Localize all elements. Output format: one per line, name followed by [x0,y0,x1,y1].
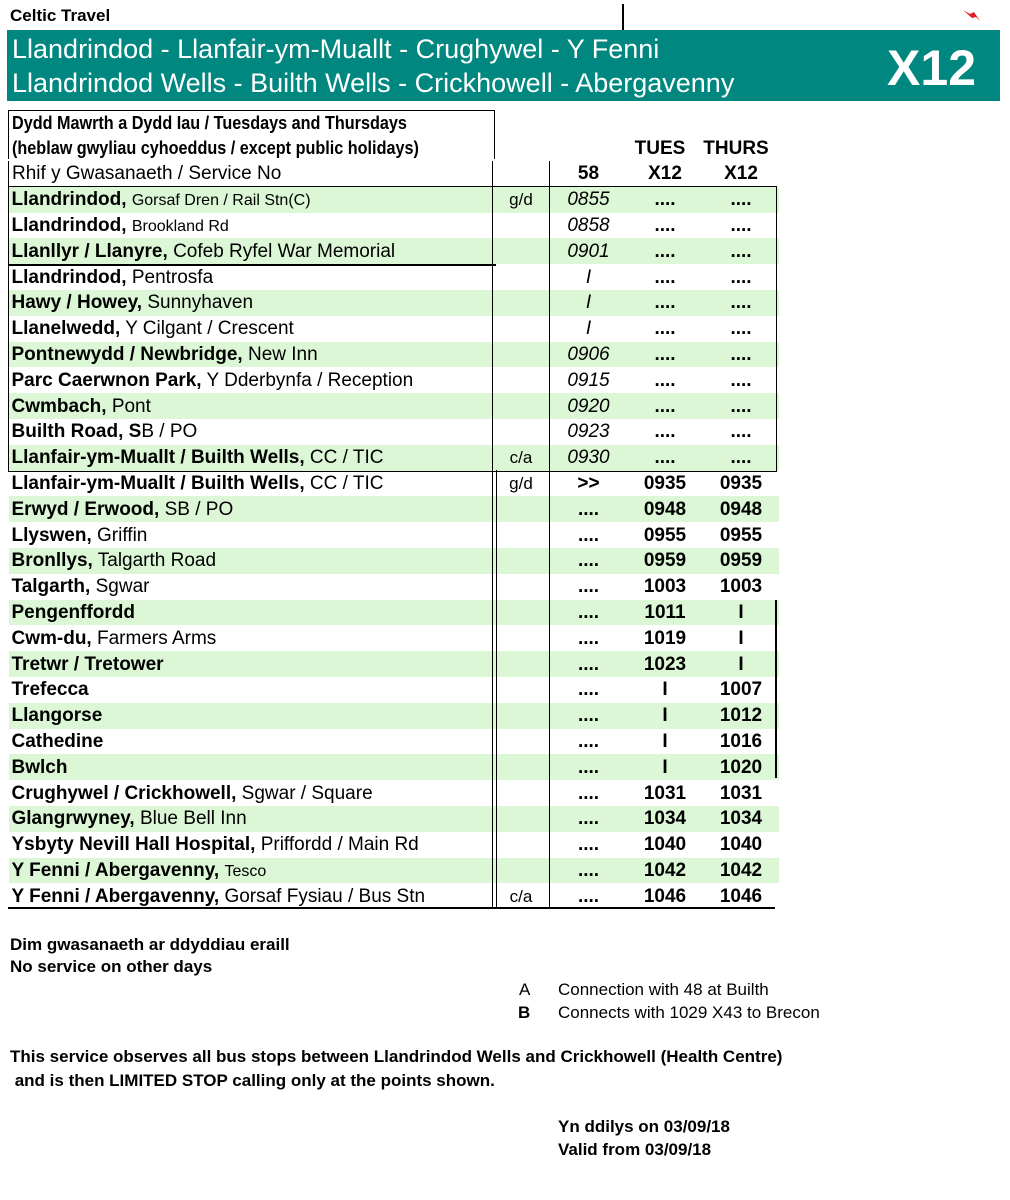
stop-location: Sgwar [95,576,150,598]
tues-time: .... [627,238,703,264]
stop-cell [9,471,493,497]
table-bottom-rule [8,907,775,909]
arrive-depart-note [493,264,550,290]
thurs-time: .... [730,266,752,288]
table-row [9,471,780,497]
tues-time: .... [654,318,676,340]
limited-stop-line-1: This service observes all bus stops between Llandrindod Wells and Crickhowell (Health Centre) [10,1047,783,1066]
service-58-time: .... [550,703,628,729]
thurs-time: 0935 [719,472,763,494]
stop-cell [9,754,493,780]
stop-name: Llanllyr / Llanyre, [11,240,168,262]
table-row [9,625,780,651]
thurs-time: 0948 [703,496,779,522]
tues-time: I [627,703,703,729]
key-b-letter: B [518,1003,531,1022]
service-58-time: 0858 [550,213,628,239]
stop-location: Sgwar / Square [241,782,373,804]
service-58-time: .... [550,574,628,600]
thurs-time: .... [703,290,779,316]
table-row [9,780,780,806]
divider-notes [496,470,497,908]
tues-time: .... [654,421,676,443]
tues-time: 0935 [643,472,687,494]
table-row [9,832,780,858]
stop-cell [9,187,493,213]
service-58-time: .... [550,754,628,780]
arrive-depart-note [493,651,550,677]
stop-location: Brookland Rd [131,217,229,235]
thurs-time: 1040 [719,834,763,856]
timetable [8,161,780,909]
stop-location: Priffordd / Main Rd [260,834,419,856]
stop-location: Y Cilgant / Crescent [125,318,294,340]
service-number-row [9,161,780,187]
no-service-english: No service on other days [10,957,213,976]
stop-name: Cwmbach, [11,395,107,417]
header-divider [622,4,624,30]
stop-cell [9,729,493,755]
service-58-time: .... [550,600,628,626]
service-58-time: 0930 [550,445,628,471]
stop-location: Sunnyhaven [147,292,254,314]
tues-header: TUES [634,138,686,159]
stop-location: SB / PO [164,498,234,520]
table-row [9,729,780,755]
thurs-time: 1031 [719,782,763,804]
service-58-time: .... [550,858,628,884]
stop-cell [9,238,493,264]
stop-name: Y Fenni / Abergavenny, [11,859,220,881]
service-58-time: .... [550,651,628,677]
service-58-time: 0915 [550,367,628,393]
tues-time: 1031 [643,782,687,804]
table-row [9,316,780,342]
arrive-depart-note [493,342,550,368]
stop-name: Talgarth, [11,576,91,598]
red-kite-logo-icon [962,8,982,24]
operator-name: Celtic Travel [10,6,111,25]
stop-cell [9,522,493,548]
arrive-depart-note [493,213,550,239]
service-58-time: I [550,264,628,290]
stop-name: Pontnewydd / Newbridge, [11,343,243,365]
arrive-depart-note [493,703,550,729]
table-row [9,883,780,909]
table-row [9,858,780,884]
limited-stop-line-2: and is then LIMITED STOP calling only at the points shown. [10,1071,495,1090]
table-row [9,342,780,368]
arrive-depart-note [493,677,550,703]
table-row [9,367,780,393]
stop-location: Griffin [97,524,148,546]
table-row [9,677,780,703]
route-banner [7,30,1000,101]
thurs-time: .... [730,214,752,236]
thurs-time: 1020 [703,754,779,780]
stop-name: Hawy / Howey, [11,292,143,314]
thurs-time: 1034 [703,806,779,832]
stop-cell [9,419,493,445]
tues-time: 0955 [643,524,687,546]
table-row [9,238,780,264]
service-label: Rhif y Gwasanaeth / Service No [9,161,493,187]
days-line-1: Dydd Mawrth a Dydd Iau / Tuesdays and Thursdays [12,113,407,133]
stop-name: Bwlch [11,756,68,778]
tues-time: .... [627,393,703,419]
tues-time: 1042 [627,858,703,884]
arrive-depart-note [493,496,550,522]
stop-name: Crughywel / Crickhowell, [11,782,237,804]
stop-name: Ysbyty Nevill Hall Hospital, [11,834,256,856]
table-row [9,187,780,213]
days-line-2: (heblaw gwyliau cyhoeddus / except public holidays) [12,138,419,158]
service-58-time: I [550,290,628,316]
route-title-welsh: Llandrindod - Llanfair-ym-Muallt - Crughywel - Y Fenni [12,34,660,64]
tues-time: I [627,754,703,780]
tues-time: .... [627,445,703,471]
stop-location: Gorsaf Dren / Rail Stn(C) [131,192,311,210]
thurs-time: 1003 [719,576,763,598]
service-58-time: .... [550,548,628,574]
thurs-time: .... [703,187,779,213]
arrive-depart-note [493,806,550,832]
table-row [9,290,780,316]
table-row [9,703,780,729]
stop-name: Cwm-du, [11,627,92,649]
arrive-depart-note [493,290,550,316]
divider-right-variant [775,600,777,778]
stop-name: Llandrindod, [11,214,127,236]
stop-name: Tretwr / Tretower [11,653,164,675]
stop-cell [9,496,493,522]
thurs-time: 1007 [719,679,763,701]
service-58-time: I [550,316,628,342]
stop-cell [9,290,493,316]
stop-cell [9,574,493,600]
arrive-depart-note [493,832,550,858]
key-b-text: Connects with 1029 X43 to Brecon [558,1003,820,1022]
stop-location: Farmers Arms [97,627,217,649]
arrive-depart-note [493,522,550,548]
stop-name: Llandrindod, [11,266,127,288]
stop-location: Blue Bell Inn [139,808,247,830]
table-row [9,496,780,522]
thurs-time: 1046 [719,885,763,907]
route-title-english: Llandrindod Wells - Builth Wells - Crickhowell - Abergavenny [12,68,735,98]
service-58-time: >> [550,471,628,497]
arrive-depart-note [493,238,550,264]
arrive-depart-note [493,858,550,884]
arrive-depart-note [493,367,550,393]
stop-name: Cathedine [11,730,104,752]
no-service-welsh: Dim gwasanaeth ar ddyddiau eraill [10,935,290,954]
stop-name: Pengenffordd [11,601,135,623]
arrive-depart-note [493,316,550,342]
tues-time: 0959 [627,548,703,574]
stop-name: Llanfair-ym-Muallt / Builth Wells, [11,447,305,469]
thurs-time: I [703,600,779,626]
stop-name: Glangrwyney, [11,808,135,830]
arrive-depart-note [493,625,550,651]
tues-time: I [662,679,668,701]
service-58-time: .... [550,496,628,522]
service-x12-thu-header: X12 [703,161,779,187]
key-a-text: Connection with 48 at Builth [558,980,769,999]
days-of-operation-box [8,110,495,159]
stop-name: Llangorse [11,705,103,727]
tues-time: .... [627,342,703,368]
stop-name: Builth Road, S [11,421,142,443]
stop-cell [9,342,493,368]
stop-location: Y Dderbynfa / Reception [206,369,414,391]
arrive-depart-note [493,729,550,755]
thurs-time: 1042 [703,858,779,884]
thurs-time: .... [703,393,779,419]
table-row [9,445,780,471]
service-58-time: .... [550,806,628,832]
stop-cell [9,780,493,806]
table-row [9,754,780,780]
stop-cell [9,445,493,471]
tues-time: 0948 [627,496,703,522]
arrive-depart-note [493,600,550,626]
tues-time: 1023 [627,651,703,677]
stop-name: Llyswen, [11,524,92,546]
stop-location: Talgarth Road [97,550,217,572]
tues-time: I [662,730,668,752]
stop-cell [9,213,493,239]
stop-name: Y Fenni / Abergavenny, [11,885,220,907]
route-number: X12 [887,40,976,96]
thurs-time: I [738,627,744,649]
stop-cell [9,264,493,290]
stop-cell [9,651,493,677]
stop-cell [9,600,493,626]
stop-cell [9,367,493,393]
stop-cell [9,883,493,909]
table-row [9,213,780,239]
note-header [493,161,550,187]
stop-location: Gorsaf Fysiau / Bus Stn [224,885,426,907]
service-58-time: .... [550,625,628,651]
service-58-header: 58 [550,161,628,187]
tues-time: .... [654,214,676,236]
stop-cell [9,316,493,342]
thurs-time: 1016 [719,730,763,752]
thurs-header: THURS [703,138,769,159]
stop-name: Trefecca [11,679,89,701]
tues-time: .... [627,290,703,316]
stop-cell [9,703,493,729]
tues-time: 1011 [627,600,703,626]
stop-cell [9,832,493,858]
arrive-depart-note [493,548,550,574]
thurs-time: .... [703,342,779,368]
stop-name: Parc Caerwnon Park, [11,369,202,391]
service-58-time: .... [550,522,628,548]
tues-time: .... [627,187,703,213]
stop-location: CC / TIC [309,472,384,494]
service-58-time: .... [550,677,628,703]
service-58-time: .... [550,832,628,858]
valid-from-english: Valid from 03/09/18 [558,1140,712,1159]
service-58-time: .... [550,780,628,806]
stop-cell [9,548,493,574]
stop-cell [9,677,493,703]
service-58-time: 0923 [550,419,628,445]
table-row [9,419,780,445]
thurs-time: I [703,651,779,677]
stop-name: Llandrindod, [11,189,127,211]
arrive-depart-note [493,574,550,600]
arrive-depart-note [493,419,550,445]
thurs-time: 0955 [719,524,763,546]
tues-time: .... [654,266,676,288]
service-58-time: 0920 [550,393,628,419]
arrive-depart-note: c/a [493,445,550,471]
stop-location: Tesco [224,862,267,880]
service-x12-tue-header: X12 [627,161,703,187]
table-row [9,806,780,832]
thurs-time: .... [730,318,752,340]
thurs-time: .... [730,421,752,443]
thurs-time: .... [730,369,752,391]
stop-location: Pont [111,395,151,417]
table-row [9,574,780,600]
service-58-time: .... [550,883,628,909]
stop-location: B / PO [141,421,198,443]
tues-time: 1034 [627,806,703,832]
service-58-time: 0855 [550,187,628,213]
arrive-depart-note: g/d [493,471,550,497]
tues-time: 1040 [643,834,687,856]
valid-from-welsh: Yn ddilys on 03/09/18 [558,1117,730,1136]
table-row [9,651,780,677]
arrive-depart-note [493,393,550,419]
table-row [9,600,780,626]
divider-llanyre [8,264,496,266]
service-58-time: 0906 [550,342,628,368]
stop-name: Bronllys, [11,550,93,572]
thurs-time: .... [703,445,779,471]
thurs-time: .... [703,238,779,264]
thurs-time: 1012 [703,703,779,729]
table-row [9,522,780,548]
stop-location: Cofeb Ryfel War Memorial [173,240,396,262]
stop-cell [9,858,493,884]
service-58-time: 0901 [550,238,628,264]
table-row [9,548,780,574]
arrive-depart-note [493,780,550,806]
stop-name: Llanfair-ym-Muallt / Builth Wells, [11,472,305,494]
arrive-depart-note: c/a [493,883,550,909]
stop-name: Llanelwedd, [11,318,121,340]
tues-time: .... [654,369,676,391]
key-a-letter: A [519,980,531,999]
stop-name: Erwyd / Erwood, [11,498,160,520]
table-row [9,393,780,419]
tues-time: 1046 [643,885,687,907]
tues-time: 1003 [643,576,687,598]
service-58-time: .... [550,729,628,755]
tues-time: 1019 [643,627,687,649]
stop-cell [9,806,493,832]
thurs-time: 0959 [703,548,779,574]
stop-cell [9,625,493,651]
stop-location: New Inn [247,343,318,365]
stop-location: Pentrosfa [131,266,214,288]
arrive-depart-note: g/d [493,187,550,213]
arrive-depart-note [493,754,550,780]
stop-location: CC / TIC [309,447,384,469]
table-row [9,264,780,290]
stop-cell [9,393,493,419]
